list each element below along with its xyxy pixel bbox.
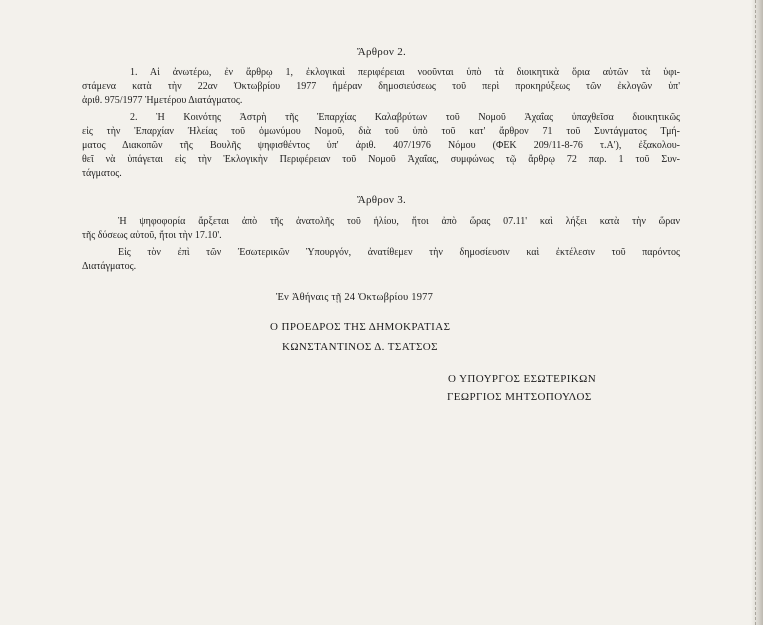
text-line: Εἰς τὸν ἐπὶ τῶν Ἐσωτερικῶν Ὑπουργόν, ἀνατίθεμεν τὴν δημοσίευσιν καὶ ἐκτέλεσιν τοῦ παρόντος [118, 247, 680, 258]
text-line: Ἡ ψηφοφορία ἄρξεται ἀπὸ τῆς ἀνατολῆς τοῦ ἡλίου, ἤτοι ἀπὸ ὥρας 07.11' καὶ λήξει κατὰ τὴν ὥραν [118, 216, 680, 227]
text-line: Διατάγματος. [82, 261, 137, 272]
text-line: εἰς τὴν Ἐπαρχίαν Ἠλείας τοῦ ὁμωνύμου Νομοῦ, διὰ τοῦ ὑπὸ τοῦ κατ' ἄρθρον 71 τοῦ Συντάγματος Τμή- [82, 126, 680, 137]
minister-name: ΓΕΩΡΓΙΟΣ ΜΗΤΣΟΠΟΥΛΟΣ [447, 391, 592, 403]
article-3-paragraph-2 [82, 246, 680, 274]
article-2-heading: Ἄρθρον 2. [356, 46, 407, 58]
article-2-paragraph-1 [82, 66, 680, 108]
minister-title: Ο ΥΠΟΥΡΓΟΣ ΕΣΩΤΕΡΙΚΩΝ [448, 373, 597, 385]
text-line: στάμενα κατὰ τὴν 22αν Ὀκτωβρίου 1977 ἡμέραν δημοσιεύσεως τοῦ περὶ προκηρύξεως τῶν ἐκλογῶν ὑπ' [82, 81, 680, 92]
president-name: ΚΩΝΣΤΑΝΤΙΝΟΣ Δ. ΤΣΑΤΣΟΣ [282, 341, 438, 353]
article-2-paragraph-2 [82, 111, 680, 181]
scan-edge-perforation [755, 0, 759, 625]
text-line: ἀριθ. 975/1977 Ἡμετέρου Διατάγματος. [82, 95, 243, 106]
text-line: ματος Διακοπῶν τῆς Βουλῆς ψηφισθέντος ὑπ' ἀριθ. 407/1976 Νόμου (ΦΕΚ 209/11-8-76 τ.Α'), ἐξακολου- [82, 140, 680, 151]
article-3-paragraph-1 [82, 215, 680, 243]
text-line: τῆς δύσεως αὐτοῦ, ἤτοι τὴν 17.10'. [82, 230, 222, 241]
article-3-heading: Ἄρθρον 3. [356, 194, 407, 206]
text-line: τάγματος. [82, 168, 122, 179]
text-line: θεῖ νὰ ὑπάγεται εἰς τὴν Ἐκλογικὴν Περιφέρειαν τοῦ Νομοῦ Ἀχαΐας, συμφώνως τῷ ἄρθρῳ 72 παρ. 1 τοῦ Συν- [82, 154, 680, 165]
place-and-date: Ἐν Ἀθήναις τῇ 24 Ὀκτωβρίου 1977 [276, 292, 434, 303]
text-line: 1. Αἱ ἀνωτέρω, ἐν ἄρθρῳ 1, ἐκλογικαὶ περιφέρειαι νοοῦνται ὑπὸ τὰ διοικητικὰ ὅρια αὐτῶν τὰ ὑφι- [130, 67, 680, 78]
president-title: Ο ΠΡΟΕΔΡΟΣ ΤΗΣ ΔΗΜΟΚΡΑΤΙΑΣ [270, 321, 451, 333]
text-line: 2. Ἡ Κοινότης Ἀστρὴ τῆς Ἐπαρχίας Καλαβρύτων τοῦ Νομοῦ Ἀχαΐας ὑπαχθεῖσα διοικητικῶς [130, 112, 680, 123]
